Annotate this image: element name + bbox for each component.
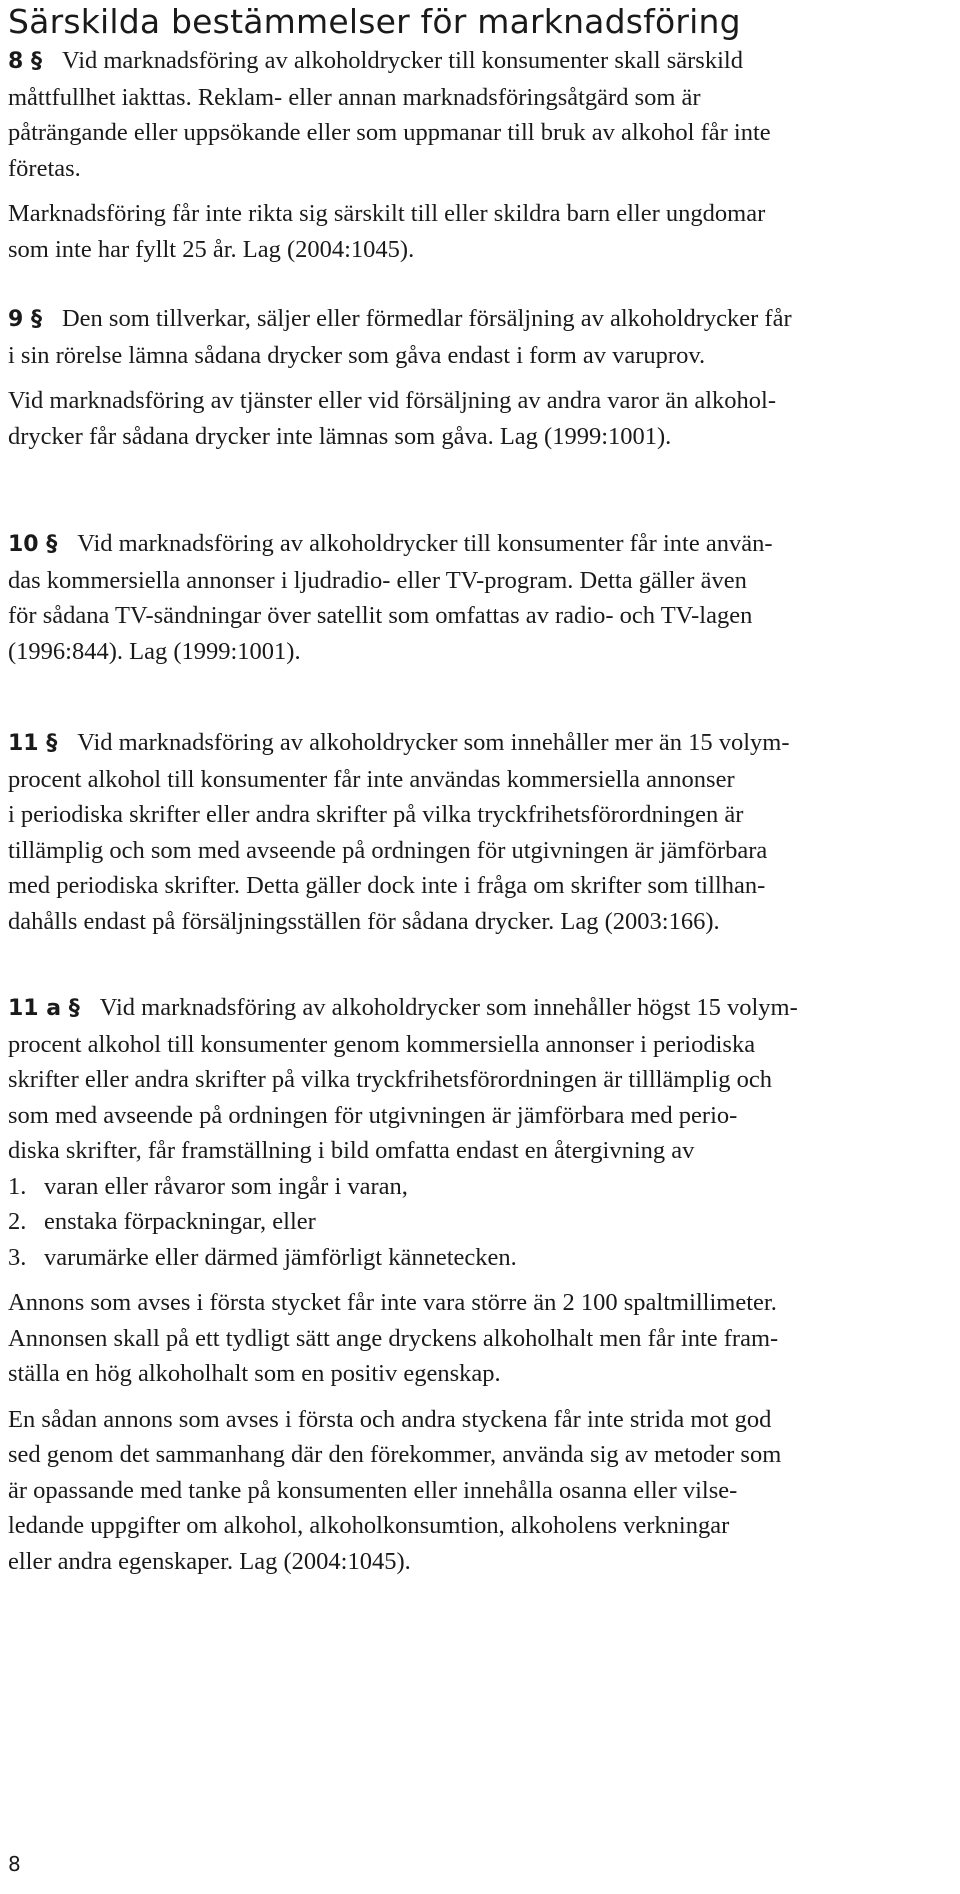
paragraph bbox=[8, 990, 954, 1169]
paragraph bbox=[8, 1402, 954, 1580]
text-line: är opassande med tanke på konsumenten eller innehålla osanna eller vilse- bbox=[8, 1476, 738, 1504]
section-mark: 9 § bbox=[8, 307, 42, 332]
paragraph bbox=[8, 301, 954, 373]
text-line: das kommersiella annonser i ljudradio- eller TV-program. Detta gäller även bbox=[8, 566, 747, 594]
text-line: för sådana TV-sändningar över satellit som omfattas av radio- och TV-lagen bbox=[8, 602, 753, 629]
section-heading: Särskilda bestämmelser för marknadsföring bbox=[8, 2, 741, 41]
text-line: som med avseende på ordningen för utgivningen är jämförbara med perio- bbox=[8, 1101, 738, 1129]
list-text: enstaka förpackningar, eller bbox=[44, 1208, 316, 1235]
text-line: (1996:844). Lag (1999:1001). bbox=[8, 637, 301, 665]
text-line: 8 § Vid marknadsföring av alkoholdrycker till konsumenter skall särskild bbox=[8, 47, 743, 74]
text-line: ställa en hög alkoholhalt som en positiv egenskap. bbox=[8, 1360, 501, 1387]
text-line: skrifter eller andra skrifter på vilka tryckfrihetsförordningen är tilllämplig och bbox=[8, 1066, 772, 1093]
text-line: 10 § Vid marknadsföring av alkoholdrycker till konsumenter får inte använ- bbox=[8, 530, 773, 557]
paragraph bbox=[8, 725, 954, 939]
list-number: 2. bbox=[8, 1208, 27, 1235]
text-line: En sådan annons som avses i första och andra styckena får inte strida mot god bbox=[8, 1405, 772, 1433]
paragraph-section-11a bbox=[8, 990, 954, 1579]
text-line: 11 a § Vid marknadsföring av alkoholdrycker som innehåller högst 15 volym- bbox=[8, 994, 798, 1021]
list-number: 3. bbox=[8, 1243, 27, 1271]
text-line: måttfullhet iakttas. Reklam- eller annan marknadsföringsåtgärd som är bbox=[8, 83, 701, 111]
text-line: drycker får sådana drycker inte lämnas som gåva. Lag (1999:1001). bbox=[8, 422, 672, 450]
paragraph-section-9 bbox=[8, 301, 954, 454]
text-line: med periodiska skrifter. Detta gäller dock inte i fråga om skrifter som tillhan- bbox=[8, 872, 766, 899]
text-line: eller andra egenskaper. Lag (2004:1045). bbox=[8, 1547, 411, 1575]
text-line: tillämplig och som med avseende på ordningen för utgivningen är jämförbara bbox=[8, 836, 768, 864]
text-line: ledande uppgifter om alkohol, alkoholkonsumtion, alkoholens verkningar bbox=[8, 1512, 730, 1539]
list-text: varan eller råvaror som ingår i varan, bbox=[44, 1172, 408, 1200]
list-text: varumärke eller därmed jämförligt kännetecken. bbox=[44, 1243, 517, 1271]
page-number: 8 bbox=[8, 1852, 21, 1876]
text-line: påträngande eller uppsökande eller som uppmanar till bruk av alkohol får inte bbox=[8, 119, 771, 146]
text-line: 11 § Vid marknadsföring av alkoholdrycker som innehåller mer än 15 volym- bbox=[8, 729, 790, 756]
paragraph bbox=[8, 526, 954, 669]
text-line: procent alkohol till konsumenter genom kommersiella annonser i periodiska bbox=[8, 1030, 756, 1058]
section-mark: 11 § bbox=[8, 731, 58, 756]
paragraph bbox=[8, 43, 954, 186]
section-mark: 8 § bbox=[8, 49, 42, 74]
text-line: som inte har fyllt 25 år. Lag (2004:1045). bbox=[8, 235, 415, 263]
text-line: i sin rörelse lämna sådana drycker som gåva endast i form av varuprov. bbox=[8, 341, 706, 369]
text-line: Vid marknadsföring av tjänster eller vid försäljning av andra varor än alkohol- bbox=[8, 387, 776, 414]
text-line: dahålls endast på försäljningsställen för sådana drycker. Lag (2003:166). bbox=[8, 907, 720, 935]
paragraph-section-10 bbox=[8, 526, 954, 669]
section-mark: 11 a § bbox=[8, 996, 80, 1021]
paragraph-section-8 bbox=[8, 43, 954, 267]
text-line: i periodiska skrifter eller andra skrifter på vilka tryckfrihetsförordningen är bbox=[8, 801, 744, 828]
paragraph bbox=[8, 196, 954, 267]
paragraph bbox=[8, 383, 954, 454]
text-line: 9 § Den som tillverkar, säljer eller förmedlar försäljning av alkoholdrycker får bbox=[8, 305, 792, 332]
list-item bbox=[8, 1204, 954, 1240]
text-line: diska skrifter, får framställning i bild omfatta endast en återgivning av bbox=[8, 1137, 695, 1164]
text-line: Marknadsföring får inte rikta sig särskilt till eller skildra barn eller ungdomar bbox=[8, 200, 766, 227]
paragraph-section-11 bbox=[8, 725, 954, 939]
list-item bbox=[8, 1240, 954, 1276]
section-mark: 10 § bbox=[8, 532, 58, 557]
enumerated-list bbox=[8, 1169, 954, 1276]
paragraph bbox=[8, 1285, 954, 1392]
text-line: företas. bbox=[8, 154, 81, 182]
list-number: 1. bbox=[8, 1172, 27, 1200]
text-line: procent alkohol till konsumenter får inte användas kommersiella annonser bbox=[8, 765, 735, 793]
text-line: Annons som avses i första stycket får inte vara större än 2 100 spaltmillimeter. bbox=[8, 1289, 777, 1316]
list-item bbox=[8, 1169, 954, 1205]
text-line: Annonsen skall på ett tydligt sätt ange dryckens alkoholhalt men får inte fram- bbox=[8, 1324, 779, 1352]
text-line: sed genom det sammanhang där den förekommer, använda sig av metoder som bbox=[8, 1441, 782, 1468]
